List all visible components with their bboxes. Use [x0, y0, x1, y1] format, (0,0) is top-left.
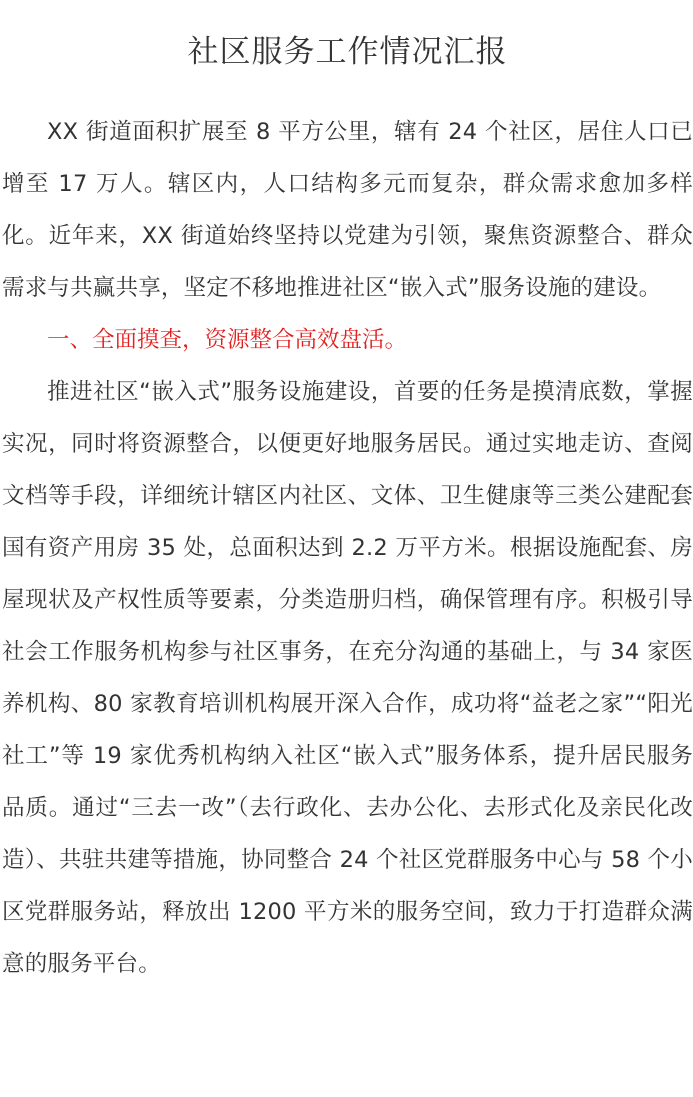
section-heading: 一、全面摸查，资源整合高效盘活。 [47, 327, 408, 353]
paragraph-body: 推进社区“嵌入式”服务设施建设，首要的任务是摸清底数，掌握实况，同时将资源整合，以便更好地服务居民。通过实地走访、查阅文档等手段，详细统计辖区内社区、文体、卫生健康等三类公建配套国有资产用房 35 处，总面积达到 2.2 万平方米。根据设施配套、房屋现状及产权性质等要素，分类造册归档，确保管理有序。积极引导社会工作服务机构参与社区事务，在充分沟通的基础上，与 34 家医养机构、80 家教育培训机构展开深入合作，成功将“益老之家”“阳光社工”等 19 家优秀机构纳入社区“嵌入式”服务体系，提升居民服务品质。通过“三去一改”（去行政化、去办公化、去形式化及亲民化改造）、共驻共建等措施，协同整合 24 个社区党群服务中心与 58 个小区党群服务站，释放出 1200 平方米的服务空间，致力于打造群众满意的服务平台。 [2, 379, 693, 977]
document-title: 社区服务工作情况汇报 [187, 34, 508, 70]
paragraph-intro: XX 街道面积扩展至 8 平方公里，辖有 24 个社区，居住人口已增至 17 万人。辖区内，人口结构多元而复杂，群众需求愈加多样化。近年来，XX 街道始终坚持以党建为引领，聚焦资源整合、群众需求与共赢共享，坚定不移地推进社区“嵌入式”服务设施的建设。 [2, 119, 693, 301]
